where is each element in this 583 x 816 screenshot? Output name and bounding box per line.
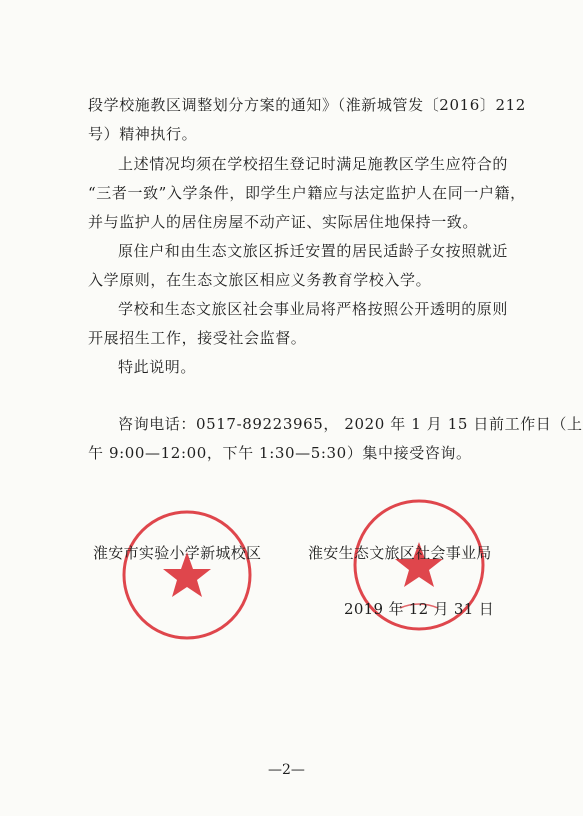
body-line-2: 号）精神执行。: [88, 125, 198, 143]
bureau-signature: 淮安生态文旅区社会事业局: [308, 544, 492, 562]
body-line-8: 学校和生态文旅区社会事业局将严格按照公开透明的原则: [118, 300, 509, 318]
contact-line-1: 咨询电话：0517-89223965， 2020 年 1 月 15 日前工作日（上: [118, 415, 583, 433]
body-line-5: 并与监护人的居住房屋不动产证、实际居住地保持一致。: [88, 213, 479, 231]
school-signature: 淮安市实验小学新城校区: [93, 544, 262, 562]
body-line-7: 入学原则，在生态文旅区相应义务教育学校入学。: [88, 271, 432, 289]
body-line-10: 特此说明。: [118, 358, 197, 376]
body-line-6: 原住户和由生态文旅区拆迁安置的居民适龄子女按照就近: [118, 242, 509, 260]
signature-date: 2019 年 12 月 31 日: [344, 600, 494, 618]
contact-line-2: 午 9:00—12:00，下午 1:30—5:30）集中接受咨询。: [88, 444, 472, 462]
body-line-1: 段学校施教区调整划分方案的通知》（淮新城管发〔2016〕212: [88, 96, 526, 114]
school-seal: [120, 508, 254, 642]
body-line-4: “三者一致”入学条件，即学生户籍应与法定监护人在同一户籍，: [88, 184, 526, 202]
body-line-9: 开展招生工作，接受社会监督。: [88, 329, 307, 347]
page-number: —2—: [268, 762, 305, 778]
body-line-3: 上述情况均须在学校招生登记时满足施教区学生应符合的: [118, 155, 509, 173]
